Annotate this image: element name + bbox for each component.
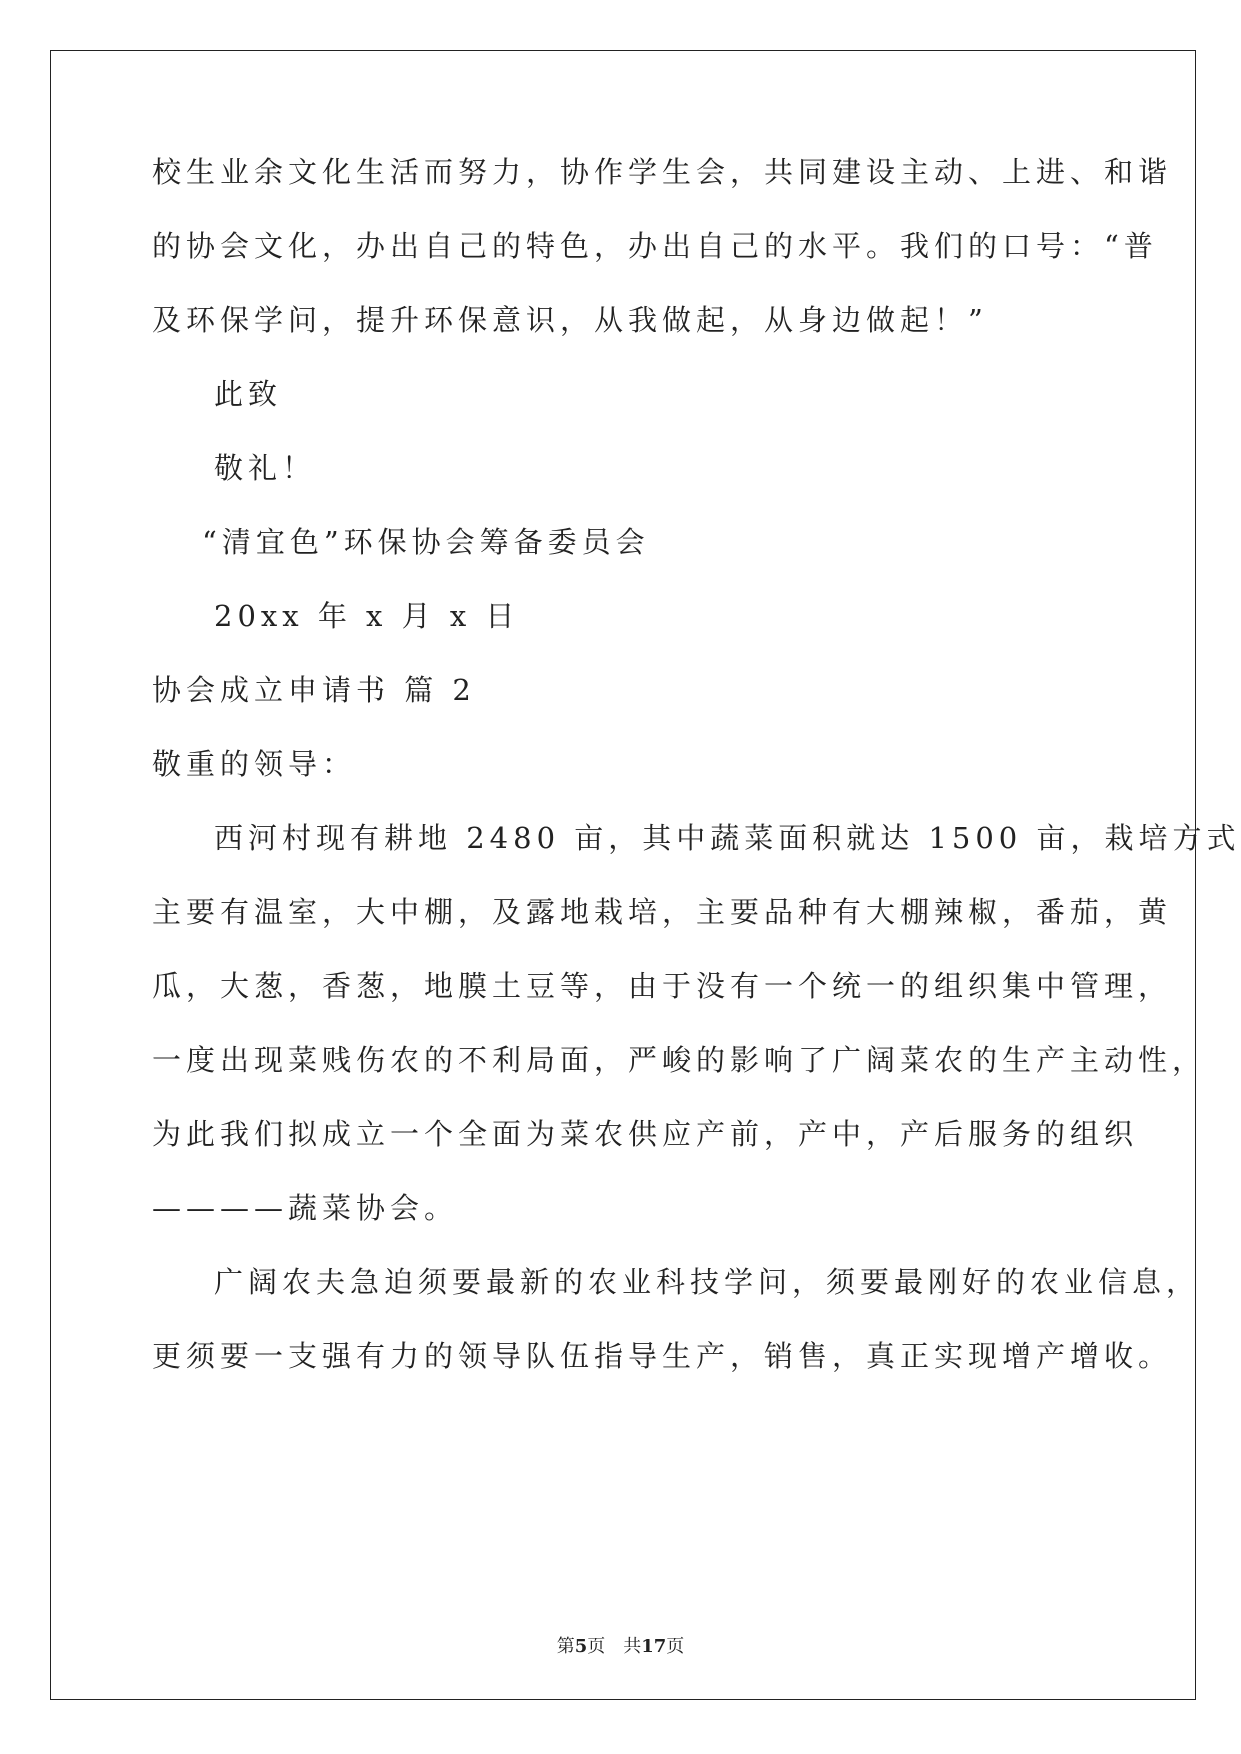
footer-total-pages: 17 [641,1636,667,1657]
footer-prefix: 第 [556,1636,575,1657]
paragraph-line: 一度出现菜贱伤农的不利局面，严峻的影响了广阔菜农的生产主动性， [152,1043,1207,1077]
paragraph-line: 为此我们拟成立一个全面为菜农供应产前，产中，产后服务的组织 [152,1117,1139,1151]
salutation: 敬重的领导： [152,747,357,781]
paragraph-line: 主要有温室，大中棚，及露地栽培，主要品种有大棚辣椒，番茄，黄 [152,895,1173,929]
page-footer [0,1632,1241,1658]
closing-line: 此致 [214,377,283,411]
paragraph-line: 广阔农夫急迫须要最新的农业科技学问，须要最刚好的农业信息， [214,1265,1201,1299]
paragraph-line: 更须要一支强有力的领导队伍指导生产，销售，真正实现增产增收。 [152,1339,1173,1373]
paragraph-line: 西河村现有耕地 2480 亩，其中蔬菜面积就达 1500 亩，栽培方式 [214,821,1241,855]
page-border [50,50,1196,1700]
paragraph-line: 及环保学问，提升环保意识，从我做起，从身边做起！” [152,303,988,337]
paragraph-line: ————蔬菜协会。 [152,1191,459,1225]
section-title: 协会成立申请书 篇 2 [152,673,476,707]
paragraph-line: 瓜，大葱，香葱，地膜土豆等，由于没有一个统一的组织集中管理， [152,969,1173,1003]
date: 20xx 年 x 月 x 日 [214,599,520,633]
paragraph-line: 校生业余文化生活而努力，协作学生会，共同建设主动、上进、和谐 [152,155,1173,189]
footer-suffix: 页 [666,1636,685,1657]
footer-page-number: 5 [574,1636,588,1657]
closing-line: 敬礼！ [214,451,317,485]
footer-mid: 页 共 [587,1636,642,1657]
paragraph-line: 的协会文化，办出自己的特色，办出自己的水平。我们的口号：“普 [152,229,1158,263]
signature: “清宜色”环保协会筹备委员会 [202,525,650,559]
